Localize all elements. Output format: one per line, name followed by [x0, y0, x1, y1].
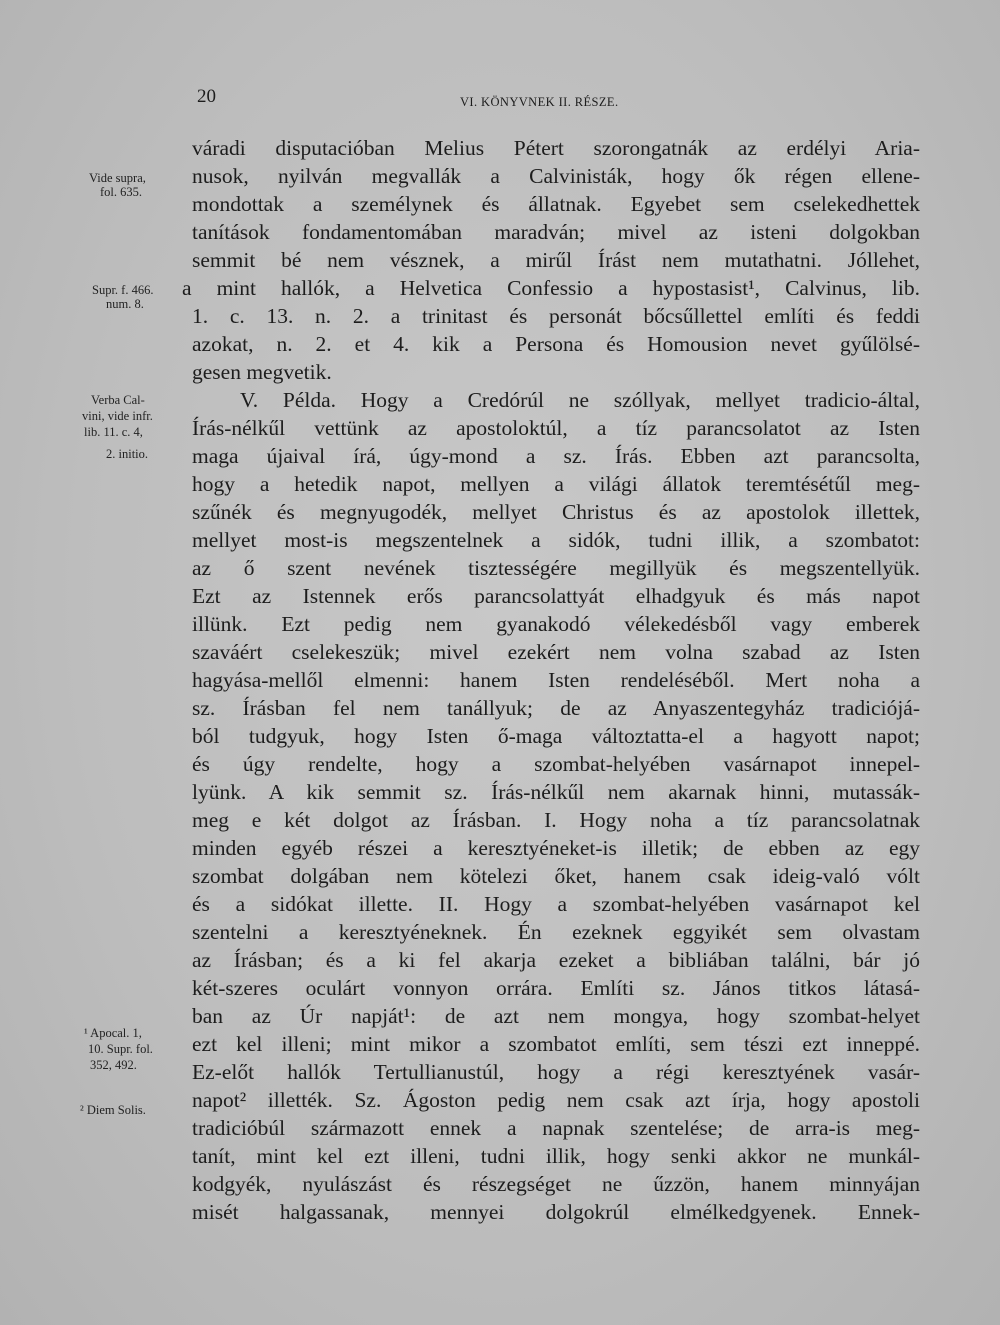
text-line: szombat dolgában nem kötelezi őket, hanem csak ideig-való vólt: [192, 864, 920, 888]
margin-note: vini, vide infr.: [82, 409, 153, 423]
text-line: misét halgassanak, mennyei dolgokrúl elmélkedgyenek. Ennek-: [192, 1200, 920, 1224]
text-line: Írás-nélkűl vettünk az apostoloktúl, a tíz parancsolatot az Isten: [192, 416, 920, 440]
margin-note: 352, 492.: [90, 1058, 137, 1072]
text-line: szaváért cselekeszük; mivel ezekért nem volna szabad az Isten: [192, 640, 920, 664]
page-number: 20: [197, 86, 216, 107]
text-line: illünk. Ezt pedig nem gyanakodó vélekedésből vagy emberek: [192, 612, 920, 636]
text-line: lyünk. A kik semmit sz. Írás-nélkűl nem akarnak hinni, mutassák-: [192, 780, 920, 804]
text-line: a mint hallók, a Helvetica Confessio a hypostasist¹, Calvinus, lib.: [182, 276, 920, 300]
text-line: és úgy rendelte, hogy a szombat-helyében vasárnapot innepel-: [192, 752, 920, 776]
text-line: tanítások fondamentomában maradván; mivel az isteni dolgokban: [192, 220, 920, 244]
text-line: V. Példa. Hogy a Credórúl ne szóllyak, mellyet tradicio-által,: [240, 388, 920, 412]
text-line: ból tudgyuk, hogy Isten ő-maga változtatta-el a hagyott napot;: [192, 724, 920, 748]
text-line: kodgyék, nyulászást és részegséget ne űzzön, hanem minnyájan: [192, 1172, 920, 1196]
text-line: ban az Úr napját¹: de azt nem mongya, hogy szombat-helyet: [192, 1004, 920, 1028]
margin-note: 10. Supr. fol.: [88, 1042, 153, 1056]
text-line: napot² illették. Sz. Ágoston pedig nem csak azt írja, hogy apostoli: [192, 1088, 920, 1112]
text-line: mellyet most-is megszentelnek a sidók, tudni illik, a szombatot:: [192, 528, 920, 552]
text-line: váradi disputacióban Melius Pétert szorongatnák az erdélyi Aria-: [192, 136, 920, 160]
text-line: szűnék és megnyugodék, mellyet Christus és az apostolok illettek,: [192, 500, 920, 524]
text-line: semmit bé nem vésznek, a mirűl Írást nem mutathatni. Jóllehet,: [192, 248, 920, 272]
running-title: VI. KÖNYVNEK II. RÉSZE.: [460, 95, 619, 109]
margin-note: Vide supra,: [89, 171, 146, 185]
text-line: maga újaival írá, úgy-mond a sz. Írás. Ebben azt parancsolta,: [192, 444, 920, 468]
text-line: hagyása-mellől elmenni: hanem Isten rendeléséből. Mert noha a: [192, 668, 920, 692]
text-line: tradicióbúl származott ennek a napnak szentelése; de arra-is meg-: [192, 1116, 920, 1140]
text-line: meg e két dolgot az Írásban. I. Hogy noha a tíz parancsolatnak: [192, 808, 920, 832]
text-line: minden egyéb részei a keresztyéneket-is illetik; de ebben az egy: [192, 836, 920, 860]
margin-note: num. 8.: [106, 297, 144, 311]
margin-note: 2. initio.: [106, 447, 149, 461]
margin-note: fol. 635.: [100, 185, 143, 199]
margin-note: ² Diem Solis.: [80, 1103, 146, 1117]
text-line: Ezt az Istennek erős parancsolattyát elhadgyuk és más napot: [192, 584, 920, 608]
text-line: mondottak a személynek és állatnak. Egyebet sem cselekedhettek: [192, 192, 920, 216]
text-line: szentelni a keresztyéneknek. Én ezeknek eggyikét sem olvastam: [192, 920, 920, 944]
margin-note: lib. 11. c. 4,: [84, 425, 143, 439]
margin-note: Verba Cal-: [91, 393, 145, 407]
text-line: gesen megvetik.: [192, 360, 332, 384]
text-line: az ő szent nevének tisztességére megillyük és megszentellyük.: [192, 556, 920, 580]
text-line: azokat, n. 2. et 4. kik a Persona és Homousion nevet gyűlölsé-: [192, 332, 920, 356]
text-line: az Írásban; és a ki fel akarja ezeket a bibliában találni, bár jó: [192, 948, 920, 972]
margin-note: ¹ Apocal. 1,: [84, 1026, 142, 1040]
text-line: két-szeres oculárt vonnyon orrára. Említi sz. János titkos látasá-: [192, 976, 920, 1000]
text-line: 1. c. 13. n. 2. a trinitast és personát bőcsűllettel említi és feddi: [192, 304, 920, 328]
text-line: tanít, mint kel ezt illeni, tudni illik, hogy senki akkor ne munkál-: [192, 1144, 920, 1168]
text-line: sz. Írásban fel nem tanállyuk; de az Anyaszentegyház tradiciójá-: [192, 696, 920, 720]
text-line: Ez-előt hallók Tertullianustúl, hogy a régi keresztyének vasár-: [192, 1060, 920, 1084]
text-line: nusok, nyilván megvallák a Calvinisták, hogy ők régen ellene-: [192, 164, 920, 188]
margin-note: Supr. f. 466.: [92, 283, 154, 297]
text-line: és a sidókat illette. II. Hogy a szombat-helyében vasárnapot kel: [192, 892, 920, 916]
text-line: ezt kel illeni; mint mikor a szombatot említi, sem tészi ezt inneppé.: [192, 1032, 920, 1056]
text-line: hogy a hetedik napot, mellyen a világi állatok teremtésétűl meg-: [192, 472, 920, 496]
